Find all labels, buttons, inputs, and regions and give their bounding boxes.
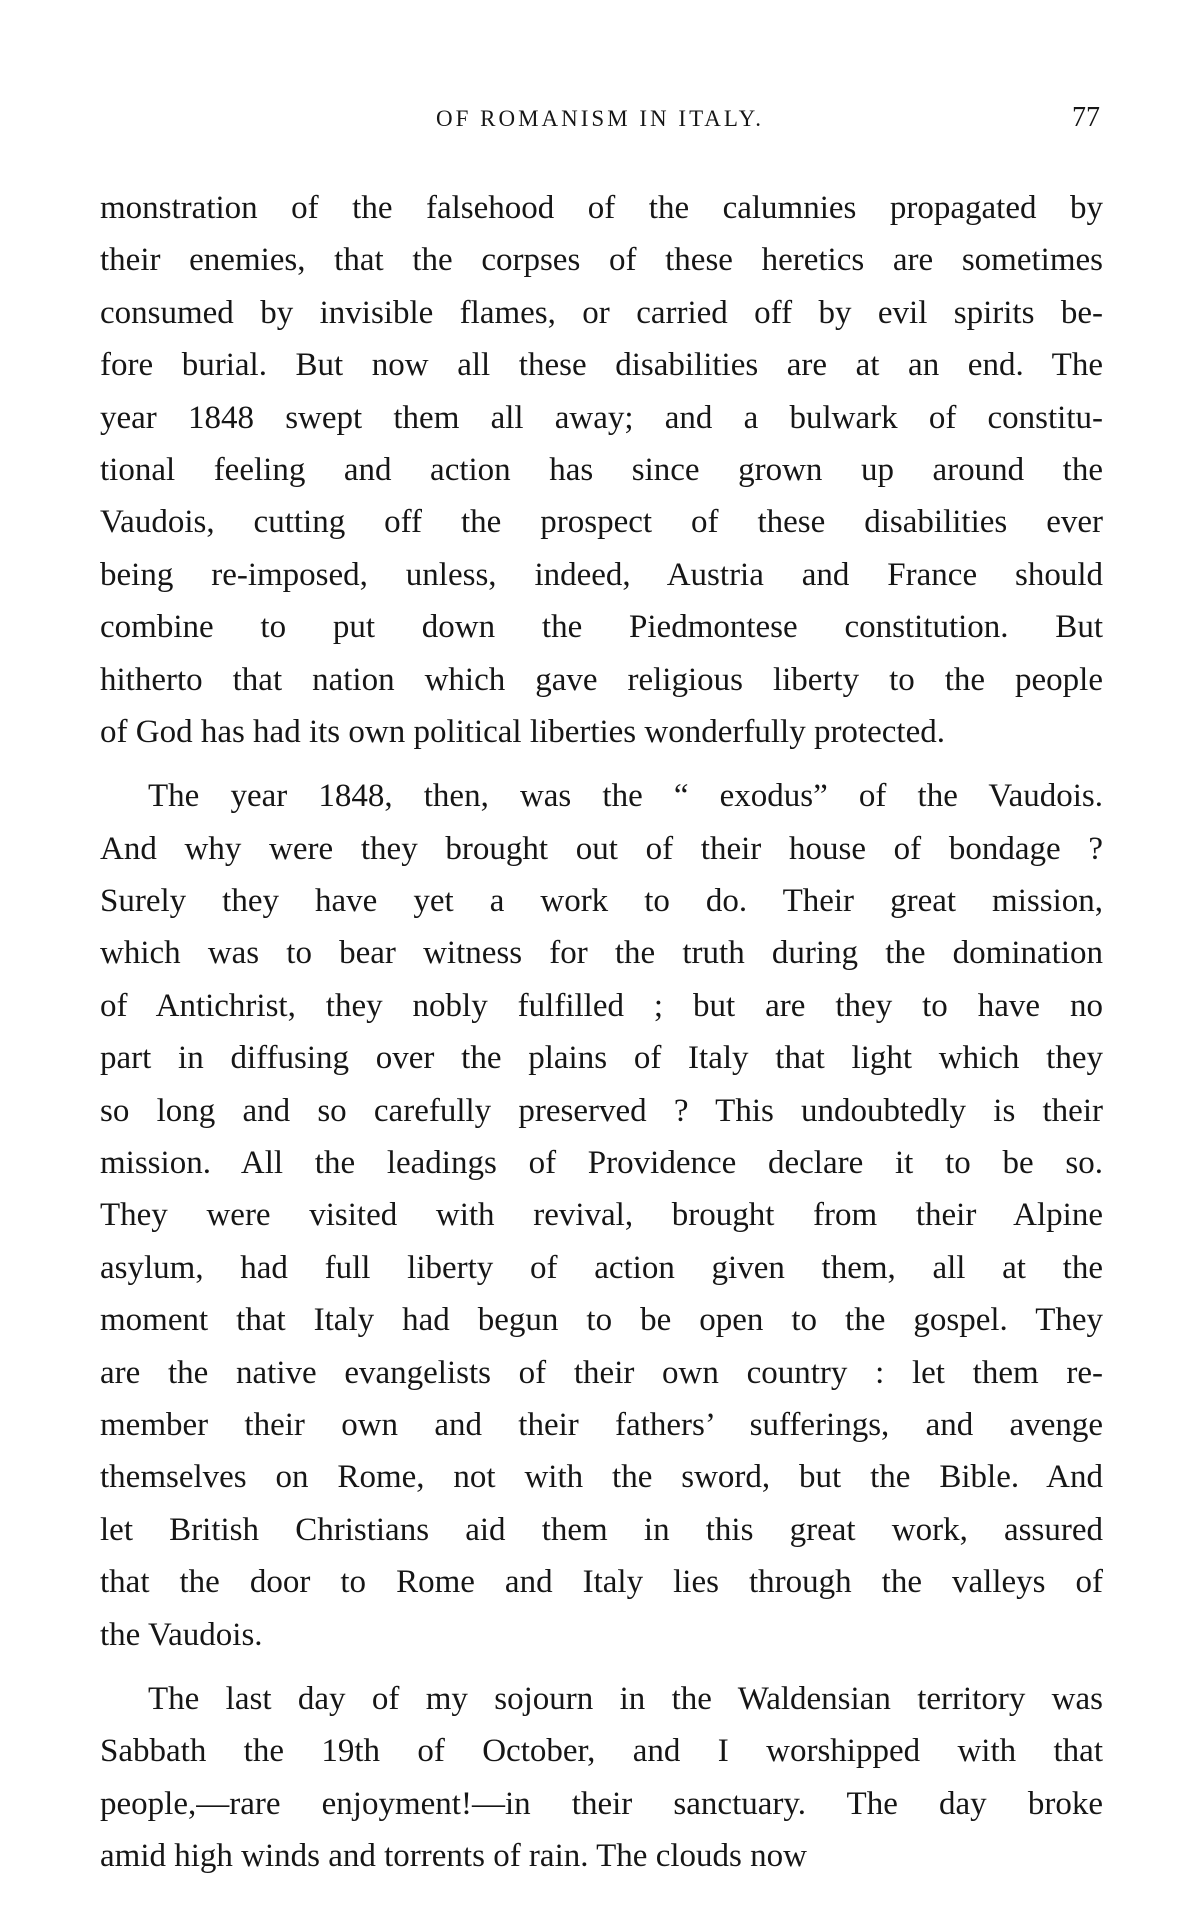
text-line: Surely they have yet a work to do. Their great mission, — [100, 883, 1103, 920]
text-line: Sabbath the 19th of October, and I worshipped with that — [100, 1733, 1103, 1770]
text-line: Vaudois, cutting off the prospect of these disabilities ever — [100, 504, 1103, 541]
text-line: member their own and their fathers’ sufferings, and avenge — [100, 1406, 1103, 1443]
text-line: And why were they brought out of their house of bondage ? — [100, 830, 1103, 867]
text-line: so long and so carefully preserved ? This undoubtedly is their — [100, 1092, 1103, 1129]
text-line: hitherto that nation which gave religious liberty to the people — [100, 661, 1103, 698]
paragraph — [100, 182, 1103, 758]
text-line: are the native evangelists of their own country : let them re- — [100, 1354, 1103, 1391]
body-text — [100, 182, 1103, 1883]
text-line: combine to put down the Piedmontese constitution. But — [100, 609, 1103, 646]
text-line: year 1848 swept them all away; and a bulwark of constitu- — [100, 399, 1103, 436]
page-number: 77 — [1072, 102, 1100, 133]
text-line: They were visited with revival, brought from their Alpine — [100, 1197, 1103, 1234]
text-line: tional feeling and action has since grown up around the — [100, 451, 1103, 488]
text-line: amid high winds and torrents of rain. The clouds now — [100, 1838, 807, 1875]
text-line: consumed by invisible flames, or carried off by evil spirits be- — [100, 294, 1103, 331]
text-line: part in diffusing over the plains of Italy that light which they — [100, 1040, 1103, 1077]
text-line: the Vaudois. — [100, 1616, 263, 1653]
text-line: of Antichrist, they nobly fulfilled ; but are they to have no — [100, 987, 1103, 1024]
text-line: of God has had its own political liberties wonderfully protected. — [100, 713, 945, 750]
text-line: that the door to Rome and Italy lies through the valleys of — [100, 1564, 1103, 1601]
text-line: The last day of my sojourn in the Waldensian territory was — [148, 1680, 1103, 1717]
paragraph — [100, 770, 1103, 1661]
running-title: OF ROMANISM IN ITALY. — [435, 106, 765, 131]
text-line: people,—rare enjoyment!—in their sanctuary. The day broke — [100, 1785, 1103, 1822]
text-line: their enemies, that the corpses of these heretics are sometimes — [100, 242, 1103, 279]
paragraph-gap — [100, 758, 1103, 770]
text-line: monstration of the falsehood of the calumnies propagated by — [100, 190, 1103, 226]
text-line: fore burial. But now all these disabilities are at an end. The — [100, 347, 1103, 384]
running-head — [100, 100, 1100, 140]
text-line: themselves on Rome, not with the sword, but the Bible. And — [100, 1459, 1103, 1496]
paragraph-gap — [100, 1661, 1103, 1673]
text-line: being re-imposed, unless, indeed, Austria and France should — [100, 556, 1103, 593]
text-line: asylum, had full liberty of action given them, all at the — [100, 1249, 1103, 1286]
text-line: mission. All the leadings of Providence declare it to be so. — [100, 1145, 1103, 1182]
text-line: which was to bear witness for the truth during the domination — [100, 935, 1103, 972]
text-line: let British Christians aid them in this great work, assured — [100, 1511, 1103, 1548]
text-line: The year 1848, then, was the “ exodus” of the Vaudois. — [148, 778, 1103, 815]
text-line: moment that Italy had begun to be open to the gospel. They — [100, 1302, 1103, 1339]
paragraph — [100, 1673, 1103, 1883]
